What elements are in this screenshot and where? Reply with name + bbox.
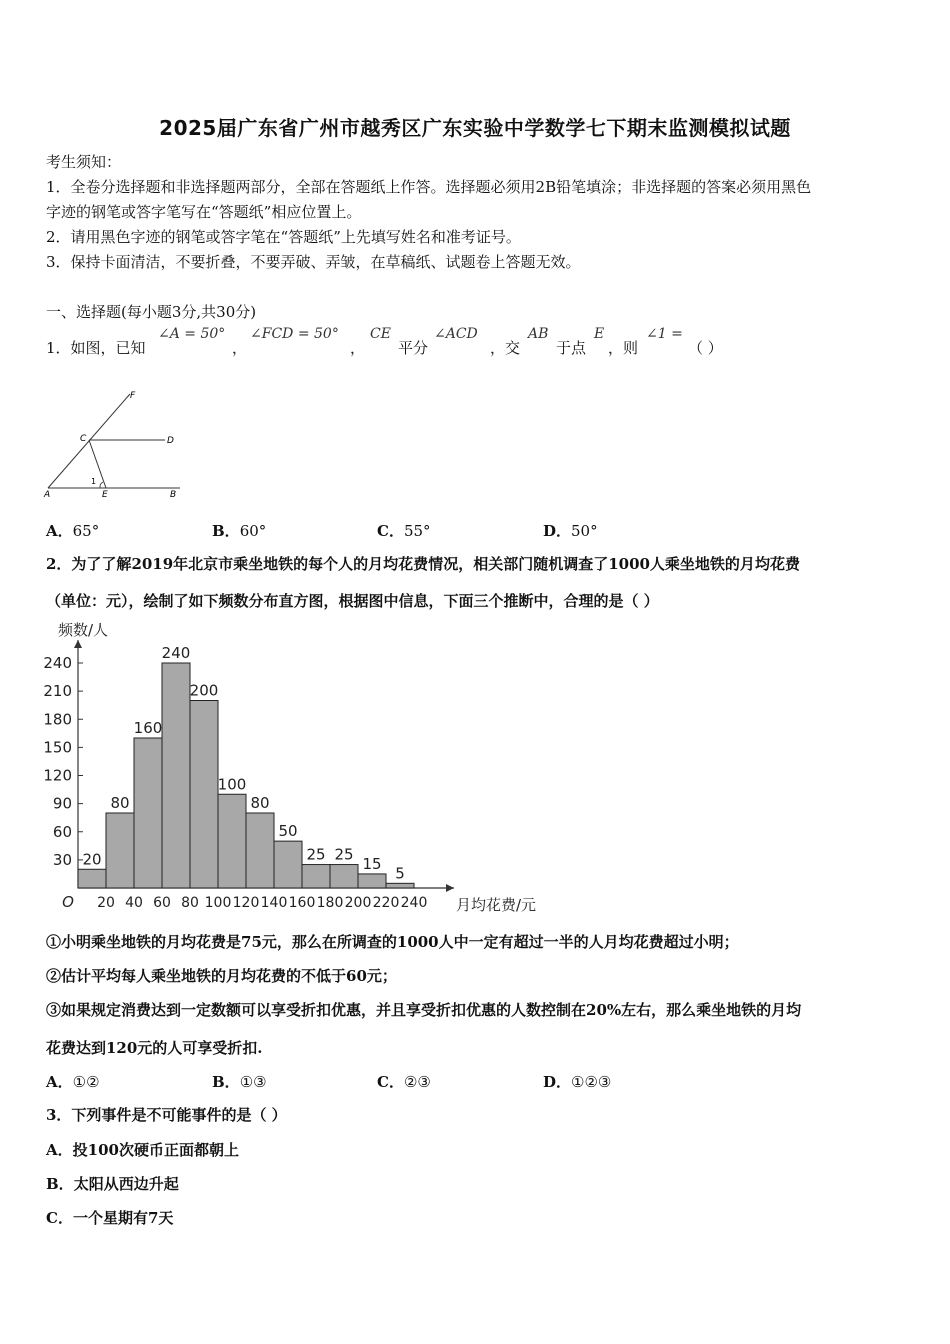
label-d: D: [167, 436, 174, 446]
histogram-bar: [106, 813, 134, 888]
histogram-bar: [386, 883, 414, 888]
q1-choice-b[interactable]: B．60°: [212, 522, 267, 540]
histogram-bar: [190, 701, 218, 889]
q3-choice-c[interactable]: C．一个星期有7天: [46, 1209, 174, 1227]
q3-stem: 3．下列事件是不可能事件的是（ ）: [46, 1106, 287, 1124]
bar-value-label: 200: [189, 681, 219, 700]
q1-text: 平分: [398, 339, 429, 357]
origin-label: O: [62, 893, 74, 911]
x-tick-label: 140: [260, 895, 288, 911]
histogram-bar: [246, 813, 274, 888]
histogram-chart: [40, 618, 540, 918]
histogram-bar: [358, 874, 386, 888]
q2-stem-line1: 2．为了了解2019年北京市乘坐地铁的每个人的月均花费情况，相关部门随机调查了1000人乘坐地铁的月均花费: [46, 555, 800, 573]
x-tick-label: 20: [97, 895, 115, 911]
bar-value-label: 80: [250, 794, 270, 812]
notice-item: 2．请用黑色字迹的钢笔或答字笔在“答题纸”上先填写姓名和准考证号。: [46, 228, 521, 246]
bar-value-label: 80: [110, 794, 130, 812]
q1-math-angle-a: ∠A = 50°: [158, 326, 226, 342]
q3-choice-b[interactable]: B．太阳从西边升起: [46, 1175, 179, 1193]
bar-value-label: 20: [82, 850, 102, 869]
x-tick-label: 40: [125, 895, 143, 911]
angle-arc: [100, 482, 103, 488]
x-axis-title: 月均花费/元: [456, 896, 537, 914]
histogram-bar: [330, 865, 358, 888]
x-tick-label: 180: [316, 895, 344, 911]
q1-prefix: 1．如图，已知: [46, 339, 146, 357]
y-tick-label: 150: [43, 738, 72, 757]
bar-value-label: 160: [133, 719, 163, 737]
q1-math-e: E: [594, 326, 605, 342]
q2-statement-2: ②估计平均每人乘坐地铁的月均花费的不低于60元；: [46, 967, 397, 985]
x-tick-label: 60: [153, 895, 171, 911]
y-tick-label: 90: [52, 794, 72, 813]
x-tick-label: 160: [288, 895, 316, 911]
q1-text: ，则: [608, 339, 639, 357]
label-f: F: [130, 391, 136, 401]
page-title: 2025届广东省广州市越秀区广东实验中学数学七下期末监测模拟试题: [159, 116, 791, 140]
bar-value-label: 100: [217, 775, 247, 794]
y-tick-label: 240: [43, 654, 72, 672]
q1-math-angle-1: ∠1 =: [646, 326, 683, 342]
q2-statement-1: ①小明乘坐地铁的月均花费是75元，那么在所调查的1000人中一定有超过一半的人月均花费超过小明；: [46, 933, 739, 951]
histogram-bar: [162, 663, 190, 888]
q1-math-angle-acd: ∠ACD: [434, 326, 478, 342]
notice-heading: 考生须知：: [46, 153, 122, 171]
y-tick-label: 180: [43, 710, 72, 729]
histogram-bar: [134, 738, 162, 888]
q2-statement-3-cont: 花费达到120元的人可享受折扣.: [46, 1039, 263, 1057]
q2-stem-line2: （单位：元），绘制了如下频数分布直方图，根据图中信息，下面三个推断中，合理的是（ ）: [46, 592, 659, 610]
label-c: C: [80, 434, 87, 444]
bar-value-label: 15: [362, 854, 382, 873]
y-axis-title: 频数/人: [58, 621, 109, 639]
q1-math-ce: CE: [370, 326, 391, 342]
bar-value-label: 25: [334, 845, 354, 864]
q2-choice-d[interactable]: D．①②③: [543, 1073, 612, 1091]
bar-value-label: 5: [395, 864, 405, 883]
y-tick-label: 210: [43, 682, 72, 701]
x-tick-label: 220: [372, 895, 400, 911]
histogram-bar: [218, 794, 246, 888]
q2-statement-3: ③如果规定消费达到一定数额可以享受折扣优惠，并且享受折扣优惠的人数控制在20%左右，那么乘坐地铁的月均: [46, 1001, 802, 1019]
q2-choice-c[interactable]: C．②③: [377, 1073, 431, 1091]
x-tick-label: 240: [400, 895, 428, 911]
x-tick-label: 120: [232, 895, 260, 911]
label-a: A: [44, 490, 51, 500]
section-heading: 一、选择题(每小题3分,共30分): [46, 303, 257, 321]
bar-value-label: 25: [306, 845, 326, 864]
histogram-bar: [302, 865, 330, 888]
y-tick-label: 30: [52, 850, 72, 869]
notice-item: 1．全卷分选择题和非选择题两部分，全部在答题纸上作答。选择题必须用2B铅笔填涂；非选择题的答案必须用黑色: [46, 178, 812, 196]
q2-choice-a[interactable]: A．①②: [46, 1073, 100, 1091]
q1-geometry-figure: [40, 386, 190, 501]
q3-choice-a[interactable]: A．投100次硬币正面都朝上: [46, 1141, 239, 1159]
notice-item: 3．保持卡面清洁，不要折叠，不要弄破、弄皱，在草稿纸、试题卷上答题无效。: [46, 253, 581, 271]
q1-text: 于点: [556, 339, 587, 357]
q2-choice-b[interactable]: B．①③: [212, 1073, 267, 1091]
histogram-bar: [274, 841, 302, 888]
q1-answer-paren: （ ）: [688, 339, 723, 357]
bar-value-label: 240: [161, 644, 191, 662]
histogram-bar: [78, 869, 106, 888]
x-tick-label: 100: [204, 895, 232, 911]
q1-math-ab: AB: [528, 326, 549, 342]
y-tick-label: 120: [43, 766, 72, 785]
q1-choice-c[interactable]: C．55°: [377, 522, 431, 540]
q1-sep: ，: [232, 339, 248, 357]
q1-sep: ，: [350, 339, 366, 357]
q1-choice-a[interactable]: A．65°: [46, 522, 100, 540]
q1-math-angle-fcd: ∠FCD = 50°: [250, 326, 339, 342]
y-axis-arrow: [74, 640, 82, 648]
notice-item: 字迹的钢笔或答字笔写在“答题纸”相应位置上。: [46, 203, 362, 221]
label-e: E: [102, 490, 108, 500]
q1-choice-d[interactable]: D．50°: [543, 522, 598, 540]
x-tick-label: 200: [344, 895, 372, 911]
label-angle-1: 1: [91, 477, 97, 486]
x-axis-arrow: [446, 884, 454, 892]
y-tick-label: 60: [52, 822, 72, 841]
bar-value-label: 50: [278, 822, 298, 841]
x-tick-label: 80: [181, 895, 199, 911]
label-b: B: [170, 490, 177, 500]
q1-text: ，交: [490, 339, 521, 357]
